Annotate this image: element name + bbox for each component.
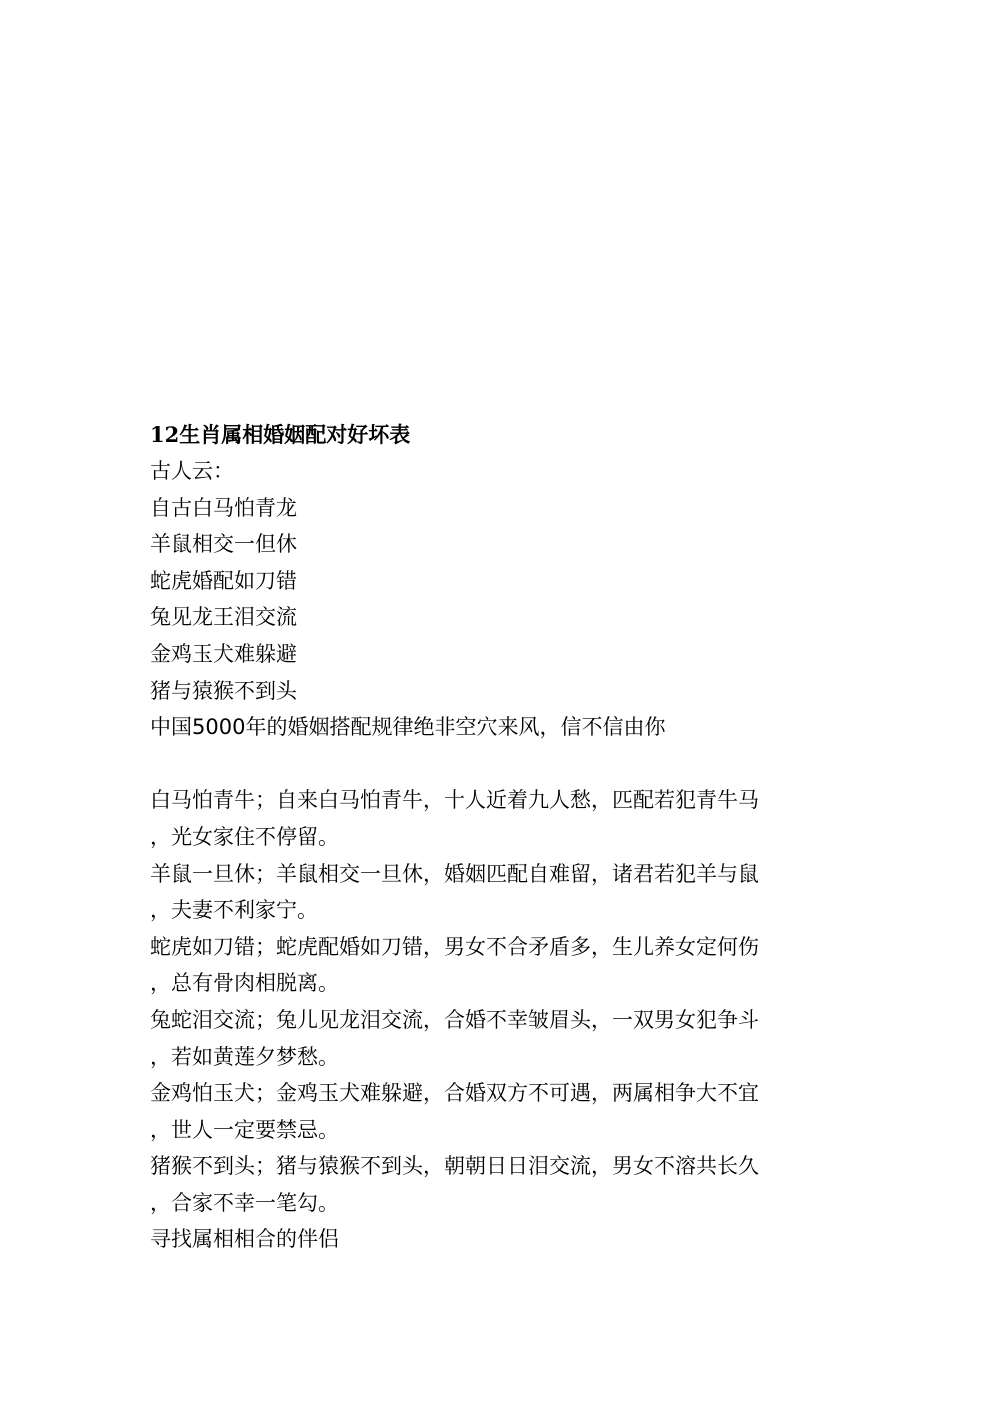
explanation-line: 羊鼠一旦休；羊鼠相交一旦休，婚姻匹配自难留，诸君若犯羊与鼠 [150, 861, 759, 886]
explanation-line: 猪猴不到头；猪与猿猴不到头，朝朝日日泪交流，男女不溶共长久 [150, 1154, 759, 1179]
explanation-continuation: ，世人一定要禁忌。 [150, 1117, 339, 1142]
verse-line: 羊鼠相交一但休 [150, 532, 297, 557]
explanation-continuation: ，夫妻不利家宁。 [150, 898, 318, 923]
paragraph-spacer [150, 746, 840, 783]
explanation-continuation: ，合家不幸一笔勾。 [150, 1190, 339, 1215]
closing-line: 寻找属相相合的伴侣 [150, 1227, 339, 1252]
document-body [150, 417, 840, 1258]
explanation-line: 金鸡怕玉犬；金鸡玉犬难躲避，合婚双方不可遇，两属相争大不宜 [150, 1081, 759, 1106]
verse-line: 猪与猿猴不到头 [150, 678, 297, 703]
explanation-line: 白马怕青牛；自来白马怕青牛，十人近着九人愁，匹配若犯青牛马 [150, 788, 759, 813]
summary-line: 中国5000年的婚姻搭配规律绝非空穴来风，信不信由你 [150, 715, 666, 740]
verse-line: 蛇虎婚配如刀错 [150, 568, 297, 593]
verse-line: 兔见龙王泪交流 [150, 605, 297, 630]
document-title: 12生肖属相婚姻配对好坏表 [150, 422, 411, 447]
explanation-continuation: ，若如黄莲夕梦愁。 [150, 1044, 339, 1069]
explanation-line: 蛇虎如刀错；蛇虎配婚如刀错，男女不合矛盾多，生儿养女定何伤 [150, 934, 759, 959]
verse-line: 金鸡玉犬难躲避 [150, 641, 297, 666]
verse-line: 自古白马怕青龙 [150, 495, 297, 520]
explanation-continuation: ，光女家住不停留。 [150, 824, 339, 849]
explanation-line: 兔蛇泪交流；兔儿见龙泪交流，合婚不幸皱眉头，一双男女犯争斗 [150, 1007, 759, 1032]
intro-line: 古人云： [150, 459, 234, 483]
explanation-continuation: ，总有骨肉相脱离。 [150, 971, 339, 996]
